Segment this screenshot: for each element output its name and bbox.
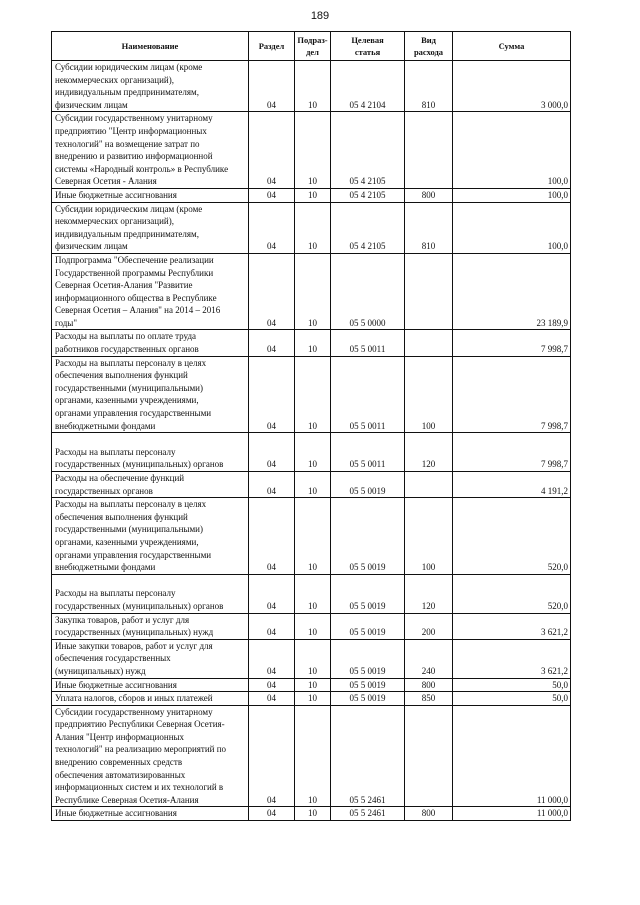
table-row	[52, 202, 571, 253]
cell-name	[52, 678, 249, 692]
header-subsection-line: дел	[306, 47, 319, 57]
cell-target: 05 5 0011	[331, 433, 405, 472]
cell-type	[405, 253, 453, 330]
cell-subsection: 10	[295, 112, 331, 189]
cell-name	[52, 807, 249, 821]
cell-name-line: государственных (муниципальных) нужд	[55, 627, 214, 638]
cell-name-line: Иные бюджетные ассигнования	[55, 189, 177, 200]
cell-name-line: работников государственных органов	[55, 344, 199, 355]
cell-name-line: Субсидии государственному унитарному	[55, 113, 213, 124]
cell-name-line: Иные закупки товаров, работ и услуг для	[55, 640, 213, 651]
cell-name-line: физическим лицам	[55, 99, 128, 110]
cell-name-line: Расходы на обеспечение функций	[55, 473, 185, 483]
table-row	[52, 112, 571, 189]
header-type-line: Вид	[421, 35, 436, 45]
cell-sum: 3 000,0	[453, 61, 571, 112]
cell-name-line: органами, казенными учреждениями,	[55, 536, 199, 547]
cell-type	[405, 330, 453, 356]
cell-sum: 100,0	[453, 112, 571, 189]
cell-name-line: Северная Осетия – Алания" на 2014 – 2016	[55, 305, 221, 316]
cell-target: 05 5 0019	[331, 472, 405, 498]
cell-name	[52, 574, 249, 613]
cell-section: 04	[249, 433, 295, 472]
cell-section: 04	[249, 61, 295, 112]
cell-type	[405, 705, 453, 807]
cell-name-line: Расходы на выплаты персоналу	[55, 446, 176, 457]
cell-name-line: информационных систем и их технологий в	[55, 782, 224, 793]
cell-type: 120	[405, 433, 453, 472]
table-row	[52, 61, 571, 112]
cell-name-line: информационного общества в Республике	[55, 292, 217, 303]
cell-name	[52, 253, 249, 330]
cell-name-line: внедрению и развитию информационной	[55, 151, 213, 162]
cell-section: 04	[249, 639, 295, 678]
cell-type: 800	[405, 807, 453, 821]
cell-subsection: 10	[295, 498, 331, 575]
cell-subsection: 10	[295, 705, 331, 807]
header-name: Наименование	[52, 32, 249, 61]
cell-name	[52, 692, 249, 706]
cell-name	[52, 705, 249, 807]
cell-type: 100	[405, 356, 453, 433]
cell-section: 04	[249, 692, 295, 706]
cell-sum: 100,0	[453, 188, 571, 202]
header-section: Раздел	[249, 32, 295, 61]
cell-target: 05 5 0011	[331, 356, 405, 433]
cell-subsection: 10	[295, 613, 331, 639]
cell-subsection: 10	[295, 356, 331, 433]
cell-name-line: физическим лицам	[55, 241, 128, 252]
cell-name-line: технологий" на реализацию мероприятий по	[55, 744, 227, 755]
cell-type	[405, 472, 453, 498]
cell-subsection: 10	[295, 639, 331, 678]
cell-name-line: предприятию "Центр информационных	[55, 125, 207, 136]
cell-target: 05 5 0019	[331, 678, 405, 692]
table-row	[52, 188, 571, 202]
cell-sum: 520,0	[453, 574, 571, 613]
page-number: 189	[310, 10, 330, 22]
cell-sum: 23 189,9	[453, 253, 571, 330]
cell-section: 04	[249, 188, 295, 202]
cell-sum: 3 621,2	[453, 639, 571, 678]
cell-name-line: Расходы на выплаты персоналу в целях	[55, 499, 207, 510]
cell-target: 05 5 0019	[331, 574, 405, 613]
cell-name-line: (муниципальных) нужд	[55, 665, 146, 676]
table-row	[52, 356, 571, 433]
cell-name-line: обеспечения выполнения функций	[55, 511, 188, 522]
cell-name-line: некоммерческих организаций),	[55, 216, 174, 227]
cell-name-line: органами управления государственными	[55, 408, 212, 419]
cell-name	[52, 202, 249, 253]
cell-type: 810	[405, 202, 453, 253]
cell-type	[405, 112, 453, 189]
cell-name-line: Республике Северная Осетия-Алания	[55, 794, 199, 805]
cell-type: 200	[405, 613, 453, 639]
cell-name-line: внебюджетными фондами	[55, 420, 156, 431]
cell-type: 850	[405, 692, 453, 706]
cell-name-line: Иные бюджетные ассигнования	[55, 679, 177, 690]
cell-name-line: государственных (муниципальных) органов	[55, 459, 224, 470]
cell-subsection: 10	[295, 61, 331, 112]
cell-section: 04	[249, 112, 295, 189]
table-body	[52, 61, 571, 821]
cell-sum: 100,0	[453, 202, 571, 253]
table-row	[52, 639, 571, 678]
cell-sum: 50,0	[453, 678, 571, 692]
cell-target: 05 5 0019	[331, 639, 405, 678]
cell-subsection: 10	[295, 202, 331, 253]
cell-target: 05 5 2461	[331, 705, 405, 807]
cell-target: 05 4 2105	[331, 112, 405, 189]
table-row	[52, 678, 571, 692]
cell-section: 04	[249, 678, 295, 692]
cell-subsection: 10	[295, 472, 331, 498]
header-type	[405, 32, 453, 61]
header-subsection	[295, 32, 331, 61]
cell-subsection: 10	[295, 574, 331, 613]
cell-name-line: государственных (муниципальных) органов	[55, 600, 224, 611]
cell-sum: 7 998,7	[453, 433, 571, 472]
cell-name	[52, 472, 249, 498]
header-sum: Сумма	[453, 32, 571, 61]
cell-section: 04	[249, 705, 295, 807]
cell-name-line: государственных органов	[55, 485, 153, 496]
cell-target: 05 5 0011	[331, 330, 405, 356]
cell-type: 810	[405, 61, 453, 112]
table-row	[52, 807, 571, 821]
cell-name-line: Иные бюджетные ассигнования	[55, 808, 177, 819]
table-row	[52, 705, 571, 807]
cell-name-line	[55, 433, 246, 446]
cell-name-line: Субсидии юридическим лицам (кроме	[55, 203, 203, 214]
cell-target: 05 4 2105	[331, 202, 405, 253]
cell-name-line: некоммерческих организаций),	[55, 74, 174, 85]
cell-name	[52, 639, 249, 678]
cell-sum: 7 998,7	[453, 356, 571, 433]
cell-type: 120	[405, 574, 453, 613]
cell-name-line: Северная Осетия - Алания	[55, 176, 157, 187]
cell-name-line: государственными (муниципальными)	[55, 382, 203, 393]
cell-type: 100	[405, 498, 453, 575]
cell-sum: 520,0	[453, 498, 571, 575]
cell-target: 05 4 2105	[331, 188, 405, 202]
cell-sum: 7 998,7	[453, 330, 571, 356]
table-row	[52, 574, 571, 613]
cell-target: 05 5 0019	[331, 613, 405, 639]
cell-target: 05 5 0019	[331, 692, 405, 706]
cell-name-line: Уплата налогов, сборов и иных платежей	[55, 693, 213, 704]
table-row	[52, 330, 571, 356]
cell-name-line: предприятию Республики Северная Осетия-	[55, 719, 225, 730]
cell-section: 04	[249, 574, 295, 613]
cell-subsection: 10	[295, 807, 331, 821]
cell-target: 05 5 0019	[331, 498, 405, 575]
table-row	[52, 692, 571, 706]
cell-name	[52, 188, 249, 202]
table-row	[52, 253, 571, 330]
header-target-line: статья	[354, 47, 381, 57]
cell-type: 800	[405, 188, 453, 202]
header-subsection-line: Подраз-	[297, 35, 328, 45]
budget-table	[51, 31, 571, 821]
cell-type: 240	[405, 639, 453, 678]
cell-name-line: Закупка товаров, работ и услуг для	[55, 614, 190, 625]
table-header-row	[52, 32, 571, 61]
cell-name-line: Алания "Центр информационных	[55, 731, 185, 742]
cell-name-line	[55, 575, 246, 588]
cell-name-line: Подпрограмма "Обеспечение реализации	[55, 254, 214, 265]
cell-name-line: Расходы на выплаты по оплате труда	[55, 331, 197, 342]
cell-name-line: Расходы на выплаты персоналу в целях	[55, 357, 207, 368]
cell-section: 04	[249, 472, 295, 498]
cell-sum: 11 000,0	[453, 705, 571, 807]
cell-subsection: 10	[295, 188, 331, 202]
cell-name-line: внедрению современных средств	[55, 757, 183, 768]
cell-name-line: обеспечения выполнения функций	[55, 370, 188, 381]
cell-name-line: органами управления государственными	[55, 549, 212, 560]
cell-subsection: 10	[295, 433, 331, 472]
cell-sum: 4 191,2	[453, 472, 571, 498]
cell-name-line: обеспечения государственных	[55, 653, 171, 664]
cell-name-line: органами, казенными учреждениями,	[55, 395, 199, 406]
cell-section: 04	[249, 613, 295, 639]
cell-section: 04	[249, 498, 295, 575]
cell-name-line: годы"	[55, 317, 78, 328]
cell-sum: 50,0	[453, 692, 571, 706]
cell-name-line: Субсидии юридическим лицам (кроме	[55, 62, 203, 72]
cell-name-line: внебюджетными фондами	[55, 562, 156, 573]
cell-name	[52, 356, 249, 433]
cell-subsection: 10	[295, 692, 331, 706]
cell-target: 05 4 2104	[331, 61, 405, 112]
cell-name	[52, 433, 249, 472]
cell-section: 04	[249, 807, 295, 821]
cell-name-line: обеспечения автоматизированных	[55, 769, 186, 780]
cell-name-line: индивидуальным предпринимателям,	[55, 228, 199, 239]
table-row	[52, 472, 571, 498]
cell-target: 05 5 0000	[331, 253, 405, 330]
cell-name-line: Государственной программы Республики	[55, 267, 214, 278]
cell-name	[52, 112, 249, 189]
cell-target: 05 5 2461	[331, 807, 405, 821]
cell-type: 800	[405, 678, 453, 692]
table-row	[52, 613, 571, 639]
cell-name-line: технологий" на возмещение затрат по	[55, 138, 200, 149]
cell-subsection: 10	[295, 330, 331, 356]
header-target-line: Целевая	[351, 35, 384, 45]
cell-sum: 11 000,0	[453, 807, 571, 821]
cell-subsection: 10	[295, 678, 331, 692]
cell-section: 04	[249, 202, 295, 253]
cell-name	[52, 613, 249, 639]
table-row	[52, 433, 571, 472]
cell-name-line: системы «Народный контроль» в Республике	[55, 163, 229, 174]
cell-section: 04	[249, 330, 295, 356]
cell-section: 04	[249, 253, 295, 330]
cell-name-line: Северная Осетия-Алания "Развитие	[55, 280, 193, 291]
cell-name-line: государственными (муниципальными)	[55, 524, 203, 535]
cell-section: 04	[249, 356, 295, 433]
table-row	[52, 498, 571, 575]
cell-name	[52, 61, 249, 112]
header-target	[331, 32, 405, 61]
cell-name-line: Расходы на выплаты персоналу	[55, 588, 176, 599]
cell-name	[52, 330, 249, 356]
cell-name-line: Субсидии государственному унитарному	[55, 706, 213, 717]
cell-subsection: 10	[295, 253, 331, 330]
cell-name	[52, 498, 249, 575]
header-type-line: расхода	[413, 47, 444, 57]
cell-name-line: индивидуальным предпринимателям,	[55, 87, 199, 98]
cell-sum: 3 621,2	[453, 613, 571, 639]
